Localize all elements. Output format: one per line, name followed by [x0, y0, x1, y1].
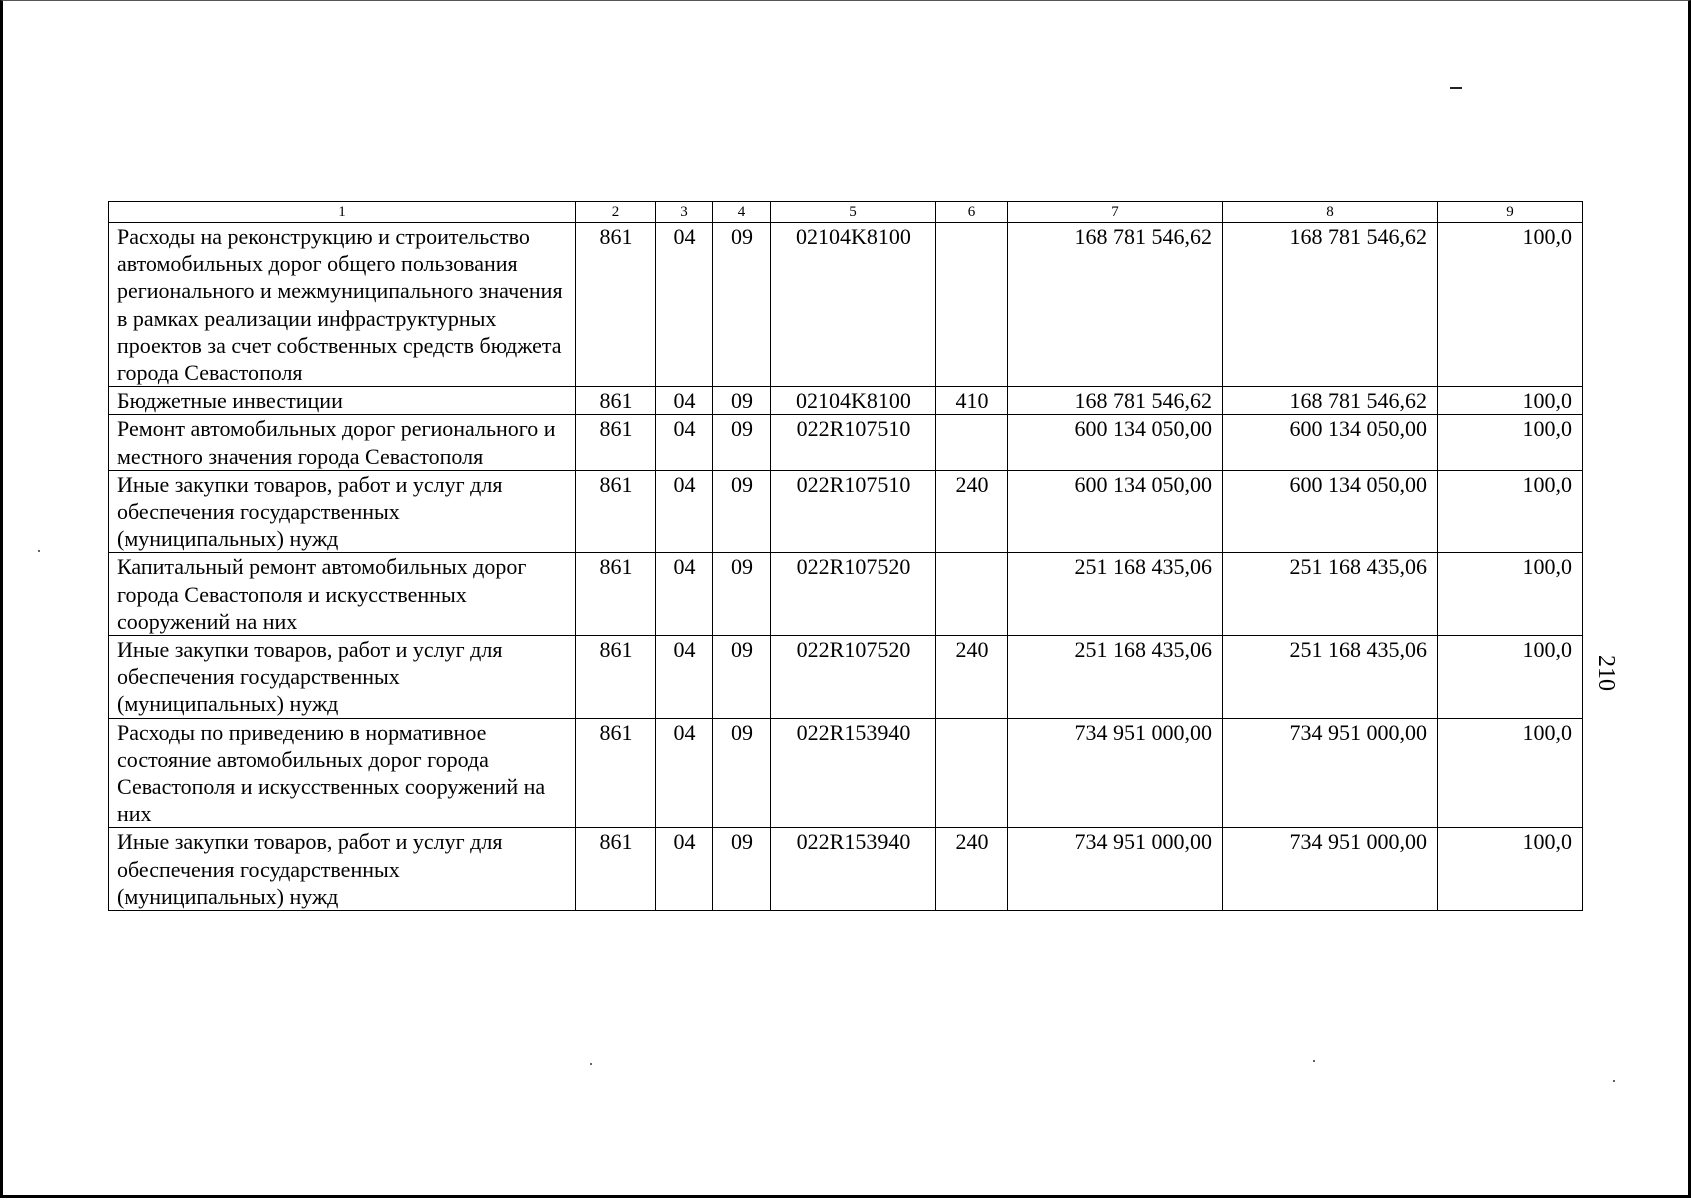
- expense-type-cell: 240: [936, 636, 1008, 719]
- expense-type-cell: 240: [936, 828, 1008, 911]
- table-row: [109, 415, 1583, 470]
- table-row: [109, 636, 1583, 719]
- table-row: [109, 387, 1583, 415]
- target-article-cell: 022R153940: [771, 828, 936, 911]
- executed-amount-cell: 600 134 050,00: [1223, 470, 1438, 553]
- section-cell: 04: [656, 470, 713, 553]
- header-cell: 7: [1008, 202, 1223, 223]
- scan-speck: [1613, 1080, 1615, 1082]
- section-cell: 04: [656, 223, 713, 387]
- planned-amount-cell: 168 781 546,62: [1008, 223, 1223, 387]
- executed-amount-cell: 251 168 435,06: [1223, 636, 1438, 719]
- expense-type-cell: 410: [936, 387, 1008, 415]
- subsection-cell: 09: [713, 553, 771, 636]
- admin-code-cell: 861: [576, 718, 656, 828]
- expense-type-cell: [936, 553, 1008, 636]
- admin-code-cell: 861: [576, 828, 656, 911]
- subsection-cell: 09: [713, 636, 771, 719]
- target-article-cell: 022R107510: [771, 470, 936, 553]
- executed-amount-cell: 168 781 546,62: [1223, 387, 1438, 415]
- planned-amount-cell: 168 781 546,62: [1008, 387, 1223, 415]
- subsection-cell: 09: [713, 718, 771, 828]
- row-name-cell: Расходы на реконструкцию и строительство автомобильных дорог общего пользования регионального и межмуниципального значения в рамках реализации инфраструктурных проектов за счет собственных средств бюджета города Севастополя: [109, 223, 576, 387]
- table-row: [109, 718, 1583, 828]
- header-cell: 8: [1223, 202, 1438, 223]
- table-row: [109, 470, 1583, 553]
- admin-code-cell: 861: [576, 636, 656, 719]
- page-number: 210: [1593, 655, 1619, 691]
- table-row: [109, 553, 1583, 636]
- admin-code-cell: 861: [576, 553, 656, 636]
- table-header-row: [109, 202, 1583, 223]
- admin-code-cell: 861: [576, 415, 656, 470]
- table-row: [109, 828, 1583, 911]
- subsection-cell: 09: [713, 223, 771, 387]
- row-name-cell: Расходы по приведению в нормативное состояние автомобильных дорог города Севастополя и искусственных сооружений на них: [109, 718, 576, 828]
- expense-type-cell: [936, 415, 1008, 470]
- executed-amount-cell: 734 951 000,00: [1223, 828, 1438, 911]
- percent-cell: 100,0: [1438, 718, 1583, 828]
- header-cell: 9: [1438, 202, 1583, 223]
- table-row: [109, 223, 1583, 387]
- expense-type-cell: 240: [936, 470, 1008, 553]
- admin-code-cell: 861: [576, 223, 656, 387]
- target-article-cell: 022R107510: [771, 415, 936, 470]
- header-cell: 5: [771, 202, 936, 223]
- section-cell: 04: [656, 387, 713, 415]
- scan-speck: [1313, 1060, 1315, 1062]
- subsection-cell: 09: [713, 470, 771, 553]
- percent-cell: 100,0: [1438, 636, 1583, 719]
- subsection-cell: 09: [713, 828, 771, 911]
- row-name-cell: Иные закупки товаров, работ и услуг для обеспечения государственных (муниципальных) нужд: [109, 636, 576, 719]
- scan-speck: [38, 550, 40, 552]
- row-name-cell: Иные закупки товаров, работ и услуг для обеспечения государственных (муниципальных) нужд: [109, 470, 576, 553]
- percent-cell: 100,0: [1438, 470, 1583, 553]
- percent-cell: 100,0: [1438, 387, 1583, 415]
- row-name-cell: Ремонт автомобильных дорог регионального и местного значения города Севастополя: [109, 415, 576, 470]
- header-cell: 1: [109, 202, 576, 223]
- planned-amount-cell: 251 168 435,06: [1008, 636, 1223, 719]
- executed-amount-cell: 734 951 000,00: [1223, 718, 1438, 828]
- scan-speck: [590, 1063, 592, 1065]
- row-name-cell: Иные закупки товаров, работ и услуг для обеспечения государственных (муниципальных) нужд: [109, 828, 576, 911]
- section-cell: 04: [656, 553, 713, 636]
- percent-cell: 100,0: [1438, 553, 1583, 636]
- admin-code-cell: 861: [576, 470, 656, 553]
- row-name-cell: Бюджетные инвестиции: [109, 387, 576, 415]
- target-article-cell: 022R107520: [771, 636, 936, 719]
- expense-type-cell: [936, 223, 1008, 387]
- expense-type-cell: [936, 718, 1008, 828]
- header-cell: 6: [936, 202, 1008, 223]
- planned-amount-cell: 600 134 050,00: [1008, 470, 1223, 553]
- target-article-cell: 022R107520: [771, 553, 936, 636]
- budget-table: [108, 201, 1583, 911]
- section-cell: 04: [656, 636, 713, 719]
- planned-amount-cell: 734 951 000,00: [1008, 718, 1223, 828]
- subsection-cell: 09: [713, 387, 771, 415]
- admin-code-cell: 861: [576, 387, 656, 415]
- header-cell: 4: [713, 202, 771, 223]
- executed-amount-cell: 600 134 050,00: [1223, 415, 1438, 470]
- target-article-cell: 02104K8100: [771, 223, 936, 387]
- section-cell: 04: [656, 718, 713, 828]
- target-article-cell: 022R153940: [771, 718, 936, 828]
- section-cell: 04: [656, 415, 713, 470]
- percent-cell: 100,0: [1438, 415, 1583, 470]
- row-name-cell: Капитальный ремонт автомобильных дорог города Севастополя и искусственных сооружений на них: [109, 553, 576, 636]
- header-cell: 2: [576, 202, 656, 223]
- planned-amount-cell: 734 951 000,00: [1008, 828, 1223, 911]
- executed-amount-cell: 251 168 435,06: [1223, 553, 1438, 636]
- planned-amount-cell: 600 134 050,00: [1008, 415, 1223, 470]
- percent-cell: 100,0: [1438, 223, 1583, 387]
- target-article-cell: 02104K8100: [771, 387, 936, 415]
- subsection-cell: 09: [713, 415, 771, 470]
- planned-amount-cell: 251 168 435,06: [1008, 553, 1223, 636]
- header-cell: 3: [656, 202, 713, 223]
- executed-amount-cell: 168 781 546,62: [1223, 223, 1438, 387]
- section-cell: 04: [656, 828, 713, 911]
- scan-artifact: [1450, 87, 1462, 89]
- percent-cell: 100,0: [1438, 828, 1583, 911]
